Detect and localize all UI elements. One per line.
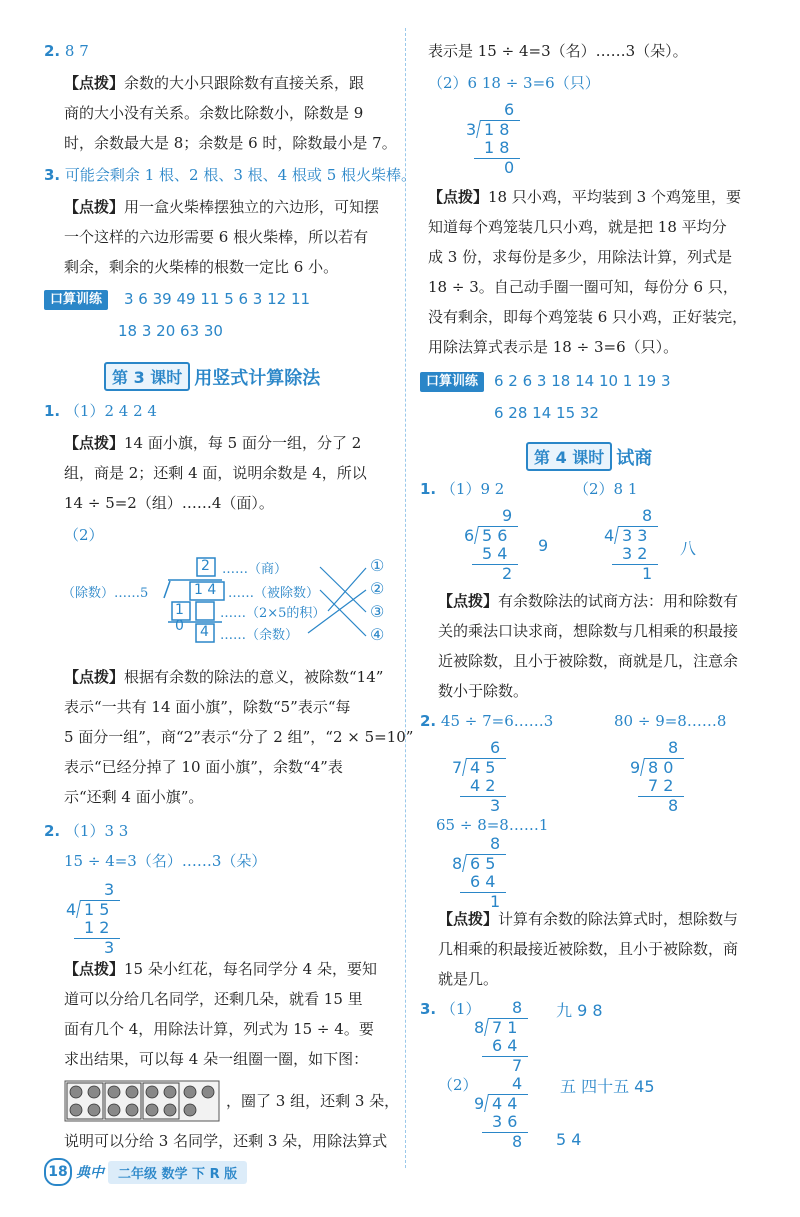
lesson-number: 第 4 课时 (526, 442, 612, 471)
ld-product: 3 2 (622, 544, 648, 563)
ld-product: 1 8 (484, 138, 510, 157)
ld-remainder: 2 (502, 564, 513, 583)
equation: 80 ÷ 9=8……8 (614, 712, 727, 730)
lesson-3-heading (104, 362, 320, 391)
remainder-digit: 4 (200, 624, 209, 640)
product-digits: 1 0 (175, 602, 194, 634)
tip-text: 表示“已经分掉了 10 面小旗”，余数“4”表 (64, 758, 343, 776)
long-division (464, 100, 534, 180)
answer-3: 3. （1） (420, 1000, 481, 1018)
ld-note: 九 9 8 (556, 1001, 603, 1020)
tip-text: 面有几个 4，用除法计算，列式为 15 ÷ 4。要 (64, 1020, 374, 1038)
circle-4: ④ (370, 625, 385, 644)
label-quotient: ……（商） (222, 562, 288, 577)
tip-text: 【点拨】有余数除法的试商方法：用和除数有 (438, 592, 739, 610)
long-division (472, 1074, 692, 1154)
ld-bracket (462, 854, 467, 872)
long-division (602, 506, 702, 586)
long-division (450, 738, 520, 818)
ld-quotient: 8 (512, 998, 523, 1017)
tip-text: 剩余，剩余的火柴棒的根数一定比 6 小。 (64, 258, 339, 276)
ld-divisor: 3 (466, 120, 477, 139)
tip-text: 用除法算式表示是 18 ÷ 3=6（只）。 (428, 338, 679, 356)
ld-product: 1 2 (84, 918, 110, 937)
tip-text: 求出结果，可以每 4 朵一组圈一圈，如下图： (64, 1050, 369, 1068)
tip-text: 18 ÷ 3。自己动手圈一圈可知，每份分 6 只， (428, 278, 738, 296)
answer-3: 3. 可能会剩余 1 根、2 根、3 根、4 根或 5 根火柴棒。 (44, 166, 417, 184)
label-remainder: ……（余数） (220, 628, 299, 643)
ld-product: 5 4 (482, 544, 508, 563)
circle-2: ② (370, 579, 385, 598)
ld-dividend: 5 6 (482, 526, 508, 545)
tip-text: 说明可以分给 3 名同学，还剩 3 朵，用除法算式 (64, 1132, 388, 1150)
ld-divisor: 6 (464, 526, 475, 545)
tip-text: 【点拨】18 只小鸡，平均装到 3 个鸡笼里，要 (428, 188, 741, 206)
lesson-title: 试商 (616, 447, 653, 469)
ld-bracket (476, 120, 481, 138)
ld-bracket (462, 758, 467, 776)
oral-training-tag: 口算训练 (420, 372, 484, 392)
circle-1: ① (370, 556, 385, 575)
ld-quotient: 8 (642, 506, 653, 525)
answer-1-2: （2）8 1 (574, 480, 638, 498)
ld-bracket (484, 1094, 489, 1112)
ld-quotient: 6 (490, 738, 501, 757)
tip-text: 商的大小没有关系。余数比除数小，除数是 9 (64, 104, 364, 122)
tip-text: 【点拨】用一盒火柴棒摆独立的六边形，可知摆 (64, 198, 380, 216)
answer-2: 2. 45 ÷ 7=6……3 (420, 712, 554, 730)
ld-divisor: 7 (452, 758, 463, 777)
ld-quotient: 3 (104, 880, 115, 899)
ld-note: 八 (680, 539, 697, 558)
ld-bracket (76, 900, 81, 918)
label-dividend: ……（被除数） (228, 586, 320, 601)
long-division (462, 506, 562, 586)
answer-2: 2. 8 7 (44, 42, 89, 60)
ld-dividend: 4 4 (492, 1094, 518, 1113)
ld-divisor: 4 (66, 900, 77, 919)
ld-product: 6 4 (492, 1036, 518, 1055)
tip-text: 就是几。 (438, 970, 499, 988)
ld-quotient: 9 (502, 506, 513, 525)
ld-note: 五 四十五 45 (560, 1077, 655, 1096)
ld-remainder: 0 (504, 158, 515, 177)
tip-text: 5 面分一组”，商“2”表示“分了 2 组”，“2 × 5=10” (64, 728, 414, 746)
circle-3: ③ (370, 602, 385, 621)
ld-remainder: 8 (668, 796, 679, 815)
tip-text: 没有剩余，即每个鸡笼装 6 只小鸡，正好装完， (428, 308, 748, 326)
tip-text: 14 ÷ 5=2（组）……4（面）。 (64, 494, 274, 512)
brand-logo: 典中 (76, 1165, 104, 1181)
ld-remainder: 8 (512, 1132, 523, 1151)
equation: 65 ÷ 8=8……1 (436, 816, 549, 834)
lesson-4-heading (526, 442, 652, 471)
ld-quotient: 8 (668, 738, 679, 757)
ld-dividend: 4 5 (470, 758, 496, 777)
ld-dividend: 8 0 (648, 758, 674, 777)
tip-text: 一个这样的六边形需要 6 根火柴棒，所以若有 (64, 228, 369, 246)
ld-divisor: 8 (474, 1018, 485, 1037)
ld-remainder: 1 (642, 564, 653, 583)
ld-dividend: 1 5 (84, 900, 110, 919)
ld-remainder: 3 (490, 796, 501, 815)
answer-2b: 2. （1）3 3 (44, 822, 129, 840)
ld-product: 3 6 (492, 1112, 518, 1131)
divisor-label: （除数）……5 (62, 586, 149, 601)
dividend-digits: 1 4 (194, 582, 217, 598)
flower-groups-picture (64, 1080, 220, 1122)
tip-text: 【点拨】根据有余数的除法的意义，被除数“14” (64, 668, 384, 686)
ld-bracket (640, 758, 645, 776)
ld-quotient: 4 (512, 1074, 523, 1093)
tip-text: 几相乘的积最接近被除数，且小于被除数，商 (438, 940, 739, 958)
ld-quotient: 6 (504, 100, 515, 119)
ld-divisor: 9 (474, 1094, 485, 1113)
oral-training-tag: 口算训练 (44, 290, 108, 310)
ld-divisor: 9 (630, 758, 641, 777)
ld-bracket (474, 526, 479, 544)
tip-text: ，圈了 3 组，还剩 3 朵， (226, 1092, 400, 1110)
division-diagram (62, 552, 402, 652)
tip-text: 时，余数最大是 8；余数是 6 时，除数最小是 7。 (64, 134, 397, 152)
tip-text: 道可以分给几名同学，还剩几朵，就看 15 里 (64, 990, 363, 1008)
page-number: 18 (44, 1158, 72, 1186)
ld-dividend: 7 1 (492, 1018, 518, 1037)
ld-product: 6 4 (470, 872, 496, 891)
quotient-digit: 2 (201, 558, 210, 574)
tip-text: 【点拨】余数的大小只跟除数有直接关系，跟 (64, 74, 365, 92)
tip-text: 示“还剩 4 面小旗”。 (64, 788, 204, 806)
tip-text: 关的乘法口诀求商，想除数与几相乘的积最接 (438, 622, 739, 640)
lesson-number: 第 3 课时 (104, 362, 190, 391)
tip-text: 数小于除数。 (438, 682, 529, 700)
ld-quotient: 8 (490, 834, 501, 853)
ld-note: 5 4 (556, 1130, 582, 1149)
ld-remainder: 1 (490, 892, 501, 911)
ld-dividend: 1 8 (484, 120, 510, 139)
sub-question: （2） (438, 1076, 478, 1094)
ld-divisor: 4 (604, 526, 615, 545)
ld-dividend: 6 5 (470, 854, 496, 873)
ld-product: 4 2 (470, 776, 496, 795)
tip-text: 近被除数，且小于被除数，商就是几，注意余 (438, 652, 739, 670)
sub-question: （2） (64, 526, 104, 544)
answer-1: 1. （1）2 4 2 4 (44, 402, 157, 420)
column-divider (405, 28, 406, 1168)
long-division (628, 738, 698, 818)
long-division (64, 880, 134, 960)
equation: 15 ÷ 4=3（名）……3（朵） (64, 852, 267, 870)
ld-note: 9 (538, 536, 549, 555)
long-division (472, 998, 672, 1078)
oral-answers: 6 28 14 15 32 (494, 404, 599, 422)
ld-divisor: 8 (452, 854, 463, 873)
oral-answers: 6 2 6 3 18 14 10 1 19 3 (494, 372, 671, 390)
long-division (450, 834, 520, 914)
tip-text: 表示“一共有 14 面小旗”，除数“5”表示“每 (64, 698, 351, 716)
tip-text: 【点拨】计算有余数的除法算式时，想除数与 (438, 910, 739, 928)
label-product: ……（2×5的积） (220, 606, 326, 621)
tip-text: 组，商是 2；还剩 4 面，说明余数是 4，所以 (64, 464, 367, 482)
ld-dividend: 3 3 (622, 526, 648, 545)
ld-product: 7 2 (648, 776, 674, 795)
answer-1: 1. （1）9 2 (420, 480, 505, 498)
tip-text: 【点拨】15 朵小红花，每名同学分 4 朵，要知 (64, 960, 377, 978)
lesson-title: 用竖式计算除法 (194, 367, 321, 389)
tip-text: 表示是 15 ÷ 4=3（名）……3（朵）。 (428, 42, 688, 60)
ld-bracket (614, 526, 619, 544)
book-title: 二年级 数学 下 R 版 (108, 1161, 247, 1184)
answer-2-2: （2）6 18 ÷ 3=6（只） (428, 74, 600, 92)
tip-text: 成 3 份，求每份是多少，用除法计算，列式是 (428, 248, 733, 266)
page-footer (44, 1158, 247, 1186)
ld-bracket (484, 1018, 489, 1036)
ld-remainder: 7 (512, 1056, 523, 1075)
ld-remainder: 3 (104, 938, 115, 957)
oral-answers: 3 6 39 49 11 5 6 3 12 11 (124, 290, 311, 308)
oral-answers: 18 3 20 63 30 (118, 322, 223, 340)
tip-text: 【点拨】14 面小旗，每 5 面分一组，分了 2 (64, 434, 362, 452)
tip-text: 知道每个鸡笼装几只小鸡，就是把 18 平均分 (428, 218, 727, 236)
